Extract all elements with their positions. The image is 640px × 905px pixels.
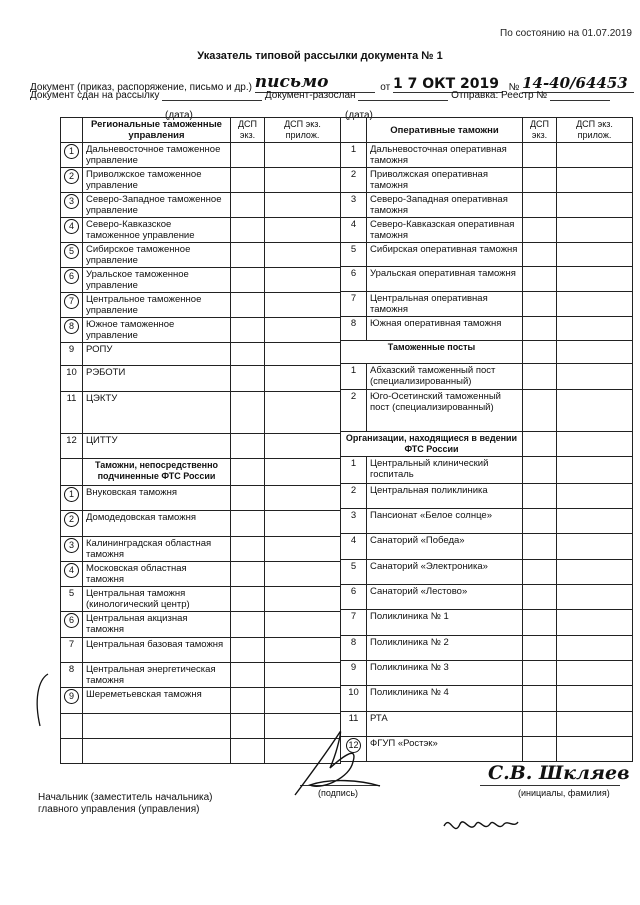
row-number	[61, 193, 83, 218]
row-name: Центральная таможня (кинологический центр)	[83, 587, 231, 612]
row-number	[61, 243, 83, 268]
row-dsp	[523, 243, 557, 267]
row-dsp-att	[557, 610, 633, 635]
circled-number: 6	[64, 613, 79, 628]
row-name: Санаторий «Электроника»	[367, 559, 523, 584]
circled-number: 1	[64, 487, 79, 502]
row-number: 10	[61, 366, 83, 392]
row-dsp	[231, 587, 265, 612]
row-dsp-att	[265, 536, 341, 561]
row-dsp	[231, 218, 265, 243]
org-row	[341, 483, 633, 508]
regional-row	[61, 243, 341, 268]
row-dsp-att	[557, 686, 633, 711]
row-number: 4	[341, 218, 367, 243]
direct-row	[61, 663, 341, 688]
regional-row	[61, 318, 341, 343]
direct-row	[61, 486, 341, 511]
row-name: Поликлиника № 1	[367, 610, 523, 635]
row-dsp-att	[557, 340, 633, 363]
row-name: Санаторий «Победа»	[367, 534, 523, 559]
direct-row	[61, 637, 341, 662]
row-dsp-att	[557, 585, 633, 610]
submitted-field	[162, 89, 262, 101]
row-dsp	[231, 612, 265, 637]
row-dsp	[523, 585, 557, 610]
operative-table	[340, 117, 633, 762]
row-number	[61, 713, 83, 738]
col-dsp-att: ДСП экз. прилож.	[557, 118, 633, 143]
handwritten-mark-icon	[440, 812, 520, 842]
row-dsp-att	[265, 168, 341, 193]
sent-field	[358, 89, 448, 101]
row-number	[61, 318, 83, 343]
circled-number: 9	[64, 689, 79, 704]
row-number: 5	[341, 243, 367, 267]
row-number: 5	[61, 587, 83, 612]
row-dsp	[231, 168, 265, 193]
row-dsp-att	[265, 688, 341, 713]
submitted-label: Документ сдан на рассылку	[30, 90, 160, 101]
document-type-handwritten: письмо	[254, 72, 329, 92]
row-dsp	[231, 293, 265, 318]
regional-row	[61, 143, 341, 168]
circled-number: 7	[64, 294, 79, 309]
row-dsp-att	[557, 218, 633, 243]
row-dsp	[231, 663, 265, 688]
row-dsp	[523, 143, 557, 168]
row-dsp-att	[557, 509, 633, 534]
document-label: Документ (приказ, распоряжение, письмо и др.)	[30, 82, 252, 93]
regional-table	[60, 117, 341, 764]
row-name: Уральская оперативная таможня	[367, 267, 523, 291]
row-number	[61, 168, 83, 193]
row-dsp-att	[557, 736, 633, 761]
row-name: Дальневосточная оперативная таможня	[367, 143, 523, 168]
row-dsp-att	[557, 711, 633, 736]
row-number: 7	[341, 610, 367, 635]
direct-row	[61, 536, 341, 561]
position-line-2: главного управления (управления)	[38, 804, 200, 815]
row-dsp-att	[557, 534, 633, 559]
row-dsp-att	[265, 143, 341, 168]
row-number: 8	[61, 663, 83, 688]
row-dsp-att	[557, 168, 633, 193]
row-number: 6	[341, 267, 367, 291]
row-dsp	[523, 431, 557, 456]
direct-row	[61, 561, 341, 586]
dispatch-field	[550, 89, 610, 101]
row-dsp	[523, 509, 557, 534]
row-dsp-att	[265, 293, 341, 318]
row-number: 3	[341, 509, 367, 534]
row-dsp-att	[265, 434, 341, 459]
row-dsp	[231, 243, 265, 268]
row-number: 12	[61, 434, 83, 459]
circled-number: 2	[64, 169, 79, 184]
row-dsp	[231, 143, 265, 168]
row-dsp-att	[265, 268, 341, 293]
row-name: Уральское таможенное управление	[83, 268, 231, 293]
date-caption-left: (дата)	[165, 110, 193, 121]
circled-number: 4	[64, 219, 79, 234]
circled-number: 6	[64, 269, 79, 284]
row-number	[61, 293, 83, 318]
row-dsp-att	[557, 193, 633, 218]
row-name: ЦЭКТУ	[83, 392, 231, 434]
signer-name-handwritten: С.В. Шкляев	[488, 762, 630, 784]
row-dsp	[523, 168, 557, 193]
row-dsp	[231, 637, 265, 662]
direct-row	[61, 511, 341, 536]
regional-row	[61, 343, 341, 366]
col-num	[341, 118, 367, 143]
row-number: 5	[341, 559, 367, 584]
row-name: Поликлиника № 3	[367, 660, 523, 685]
page-title: Указатель типовой рассылки документа № 1	[197, 50, 443, 62]
row-name: Пансионат «Белое солнце»	[367, 509, 523, 534]
row-dsp-att	[265, 587, 341, 612]
row-name: РОПУ	[83, 343, 231, 366]
operative-row	[341, 291, 633, 316]
orgs-section-header: Организации, находящиеся в ведении ФТС России	[341, 431, 523, 456]
signer-position	[38, 792, 213, 816]
from-label: от	[380, 82, 391, 93]
row-dsp	[231, 318, 265, 343]
direct-row	[61, 612, 341, 637]
circled-number: 2	[64, 512, 79, 527]
post-row	[341, 363, 633, 389]
signature-label: (подпись)	[318, 788, 359, 798]
post-row	[341, 389, 633, 431]
row-name: Северо-Кавказская оперативная таможня	[367, 218, 523, 243]
row-name	[83, 713, 231, 738]
row-dsp	[231, 738, 265, 763]
row-dsp	[231, 486, 265, 511]
row-number	[61, 486, 83, 511]
row-dsp	[231, 343, 265, 366]
row-number: 11	[61, 392, 83, 434]
row-name: Южное таможенное управление	[83, 318, 231, 343]
number-label: №	[508, 82, 520, 93]
row-dsp-att	[557, 143, 633, 168]
regional-row	[61, 168, 341, 193]
row-dsp-att	[265, 318, 341, 343]
operative-row	[341, 267, 633, 291]
circled-number: 5	[64, 244, 79, 259]
row-name: Юго-Осетинский таможенный пост (специализированный)	[367, 389, 523, 431]
row-name: Северо-Западное таможенное управление	[83, 193, 231, 218]
row-name: Центральная оперативная таможня	[367, 291, 523, 316]
row-name: Приволжское таможенное управление	[83, 168, 231, 193]
row-number: 7	[61, 637, 83, 662]
row-dsp	[523, 559, 557, 584]
row-number: 9	[61, 343, 83, 366]
row-dsp	[523, 610, 557, 635]
row-dsp-att	[265, 511, 341, 536]
circled-number: 12	[346, 738, 361, 753]
row-name	[83, 738, 231, 763]
row-number	[61, 612, 83, 637]
regional-row	[61, 218, 341, 243]
row-dsp	[231, 561, 265, 586]
row-dsp	[523, 193, 557, 218]
row-dsp	[523, 483, 557, 508]
row-number: 8	[341, 316, 367, 340]
row-dsp	[523, 686, 557, 711]
row-number: 2	[341, 389, 367, 431]
row-dsp	[231, 688, 265, 713]
direct-row	[61, 587, 341, 612]
row-number	[61, 268, 83, 293]
row-number	[61, 511, 83, 536]
row-name: Центральная поликлиника	[367, 483, 523, 508]
row-dsp	[523, 711, 557, 736]
regional-row	[61, 434, 341, 459]
row-number	[61, 218, 83, 243]
regional-row	[61, 268, 341, 293]
row-dsp	[523, 291, 557, 316]
row-name: Абхазский таможенный пост (специализированный)	[367, 363, 523, 389]
section-header-row	[341, 431, 633, 456]
row-name: ЦИТТУ	[83, 434, 231, 459]
row-name: Калининградская областная таможня	[83, 536, 231, 561]
row-dsp	[523, 316, 557, 340]
org-row	[341, 509, 633, 534]
col-num	[61, 118, 83, 143]
row-name: Центральная базовая таможня	[83, 637, 231, 662]
row-number: 4	[341, 534, 367, 559]
row-number	[61, 738, 83, 763]
row-number: 2	[341, 168, 367, 193]
col-operative: Оперативные таможни	[367, 118, 523, 143]
operative-row	[341, 218, 633, 243]
section-header-row	[61, 459, 341, 486]
row-dsp-att	[557, 660, 633, 685]
row-dsp-att	[265, 561, 341, 586]
row-number: 6	[341, 585, 367, 610]
operative-row	[341, 168, 633, 193]
regional-row	[61, 193, 341, 218]
row-dsp-att	[557, 635, 633, 660]
row-dsp	[523, 340, 557, 363]
row-name: Домодедовская таможня	[83, 511, 231, 536]
row-dsp	[523, 218, 557, 243]
row-number: 1	[341, 456, 367, 483]
signature-icon	[280, 720, 390, 800]
submission-line	[30, 89, 610, 101]
row-dsp	[523, 635, 557, 660]
row-dsp-att	[557, 559, 633, 584]
row-name: Центральный клинический госпиталь	[367, 456, 523, 483]
row-number: 10	[341, 686, 367, 711]
row-dsp-att	[265, 486, 341, 511]
row-name: Дальневосточное таможенное управление	[83, 143, 231, 168]
row-number: 11	[341, 711, 367, 736]
row-name: Северо-Кавказское таможенное управление	[83, 218, 231, 243]
col-dsp: ДСП экз.	[231, 118, 265, 143]
row-dsp-att	[557, 291, 633, 316]
row-name: Центральная энергетическая таможня	[83, 663, 231, 688]
org-row	[341, 534, 633, 559]
org-row	[341, 456, 633, 483]
org-row	[341, 610, 633, 635]
col-dsp-att: ДСП экз. прилож.	[265, 118, 341, 143]
row-name: Приволжская оперативная таможня	[367, 168, 523, 193]
row-name: Поликлиника № 2	[367, 635, 523, 660]
row-name: РЭБОТИ	[83, 366, 231, 392]
row-number: 7	[341, 291, 367, 316]
row-number	[61, 561, 83, 586]
row-dsp-att	[265, 637, 341, 662]
row-dsp-att	[265, 459, 341, 486]
row-name: Московская областная таможня	[83, 561, 231, 586]
posts-section-header: Таможенные посты	[341, 340, 523, 363]
dispatch-label: Отправка: Реестр №	[451, 90, 548, 101]
row-number: 2	[341, 483, 367, 508]
document-date-stamp: 1 7 ОКТ 2019	[393, 76, 499, 92]
row-name: Северо-Западная оперативная таможня	[367, 193, 523, 218]
row-name: Шереметьевская таможня	[83, 688, 231, 713]
row-dsp-att	[265, 366, 341, 392]
row-number: 3	[341, 193, 367, 218]
row-dsp-att	[557, 483, 633, 508]
row-name: Сибирская оперативная таможня	[367, 243, 523, 267]
row-dsp-att	[557, 243, 633, 267]
row-dsp-att	[557, 389, 633, 431]
row-number: 1	[341, 143, 367, 168]
regional-row	[61, 366, 341, 392]
row-name: ФГУП «Ростэк»	[367, 736, 523, 761]
operative-row	[341, 243, 633, 267]
row-dsp	[523, 389, 557, 431]
circled-number: 3	[64, 538, 79, 553]
row-dsp	[231, 459, 265, 486]
row-number: 1	[341, 363, 367, 389]
position-line-1: Начальник (заместитель начальника)	[38, 792, 213, 803]
bracket-mark-icon	[26, 670, 56, 730]
row-dsp	[523, 660, 557, 685]
operative-row	[341, 143, 633, 168]
row-dsp	[231, 268, 265, 293]
row-name: Центральная акцизная таможня	[83, 612, 231, 637]
row-dsp-att	[265, 392, 341, 434]
row-dsp	[523, 534, 557, 559]
row-dsp-att	[265, 193, 341, 218]
col-dsp: ДСП экз.	[523, 118, 557, 143]
row-dsp	[231, 434, 265, 459]
circled-number: 8	[64, 319, 79, 334]
row-dsp	[231, 713, 265, 738]
row-dsp	[523, 456, 557, 483]
row-dsp-att	[557, 363, 633, 389]
name-line	[480, 785, 620, 786]
org-row	[341, 585, 633, 610]
date-caption-right: (дата)	[345, 110, 373, 121]
row-dsp	[523, 363, 557, 389]
row-number: 8	[341, 635, 367, 660]
row-dsp	[231, 536, 265, 561]
org-row	[341, 635, 633, 660]
org-row	[341, 686, 633, 711]
section-header-row	[341, 340, 633, 363]
row-dsp-att	[265, 343, 341, 366]
col-regional: Региональные таможенные управления	[83, 118, 231, 143]
row-dsp-att	[557, 316, 633, 340]
regional-row	[61, 392, 341, 434]
regional-row	[61, 293, 341, 318]
row-dsp-att	[557, 431, 633, 456]
org-row	[341, 559, 633, 584]
row-number: 9	[341, 660, 367, 685]
document-number-handwritten: 14-40/64453	[522, 74, 628, 92]
row-dsp-att	[557, 456, 633, 483]
as-of-date: По состоянию на 01.07.2019	[500, 28, 632, 39]
direct-section-header: Таможни, непосредственно подчиненные ФТС России	[83, 459, 231, 486]
direct-row	[61, 688, 341, 713]
row-number	[61, 536, 83, 561]
row-dsp-att	[265, 243, 341, 268]
row-name: РТА	[367, 711, 523, 736]
row-name: Сибирское таможенное управление	[83, 243, 231, 268]
sent-label: Документ-разослан	[264, 90, 356, 101]
row-number	[61, 459, 83, 486]
circled-number: 3	[64, 194, 79, 209]
row-dsp	[231, 392, 265, 434]
circled-number: 4	[64, 563, 79, 578]
row-dsp-att	[265, 663, 341, 688]
operative-row	[341, 316, 633, 340]
row-name: Поликлиника № 4	[367, 686, 523, 711]
row-name: Внуковская таможня	[83, 486, 231, 511]
row-dsp	[231, 193, 265, 218]
name-label: (инициалы, фамилия)	[518, 788, 610, 798]
row-number	[61, 143, 83, 168]
row-dsp-att	[265, 218, 341, 243]
row-dsp	[231, 366, 265, 392]
circled-number: 1	[64, 144, 79, 159]
row-name: Южная оперативная таможня	[367, 316, 523, 340]
row-dsp-att	[557, 267, 633, 291]
row-dsp	[523, 267, 557, 291]
org-row	[341, 660, 633, 685]
row-name: Санаторий «Лестово»	[367, 585, 523, 610]
row-dsp-att	[265, 612, 341, 637]
row-dsp	[231, 511, 265, 536]
operative-row	[341, 193, 633, 218]
row-name: Центральное таможенное управление	[83, 293, 231, 318]
row-dsp	[523, 736, 557, 761]
row-number	[61, 688, 83, 713]
